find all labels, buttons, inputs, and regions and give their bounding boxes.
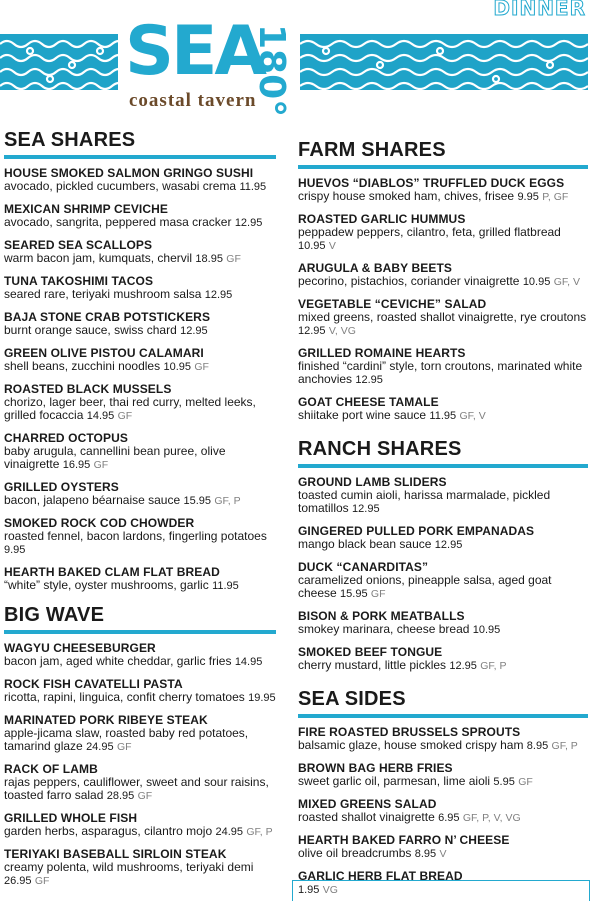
menu-item (4, 383, 276, 423)
section-title: RANCH SHARES (298, 437, 588, 468)
menu-item-price: 19.95 (248, 692, 276, 704)
menu-item-description: balsamic glaze, house smoked crispy ham (298, 738, 524, 752)
menu-item-name: BROWN BAG HERB FRIES (298, 761, 453, 775)
menu-item-description: peppadew peppers, cilantro, feta, grilled flatbread (298, 225, 561, 239)
menu-item (298, 177, 588, 204)
menu-item-diet-tags: GF, P (214, 495, 241, 507)
menu-item-diet-tags: GF, P, V, VG (462, 812, 521, 824)
menu-item-description-line (298, 739, 588, 753)
menu-item-price: 14.95 (86, 410, 115, 422)
menu-item (298, 525, 588, 552)
menu-item-diet-tags: GF, P (480, 660, 507, 672)
menu-item-description-line (4, 530, 276, 557)
menu-item (4, 517, 276, 557)
menu-item-description-line (4, 727, 276, 754)
menu-item-description: avocado, sangrita, peppered masa cracker (4, 215, 232, 229)
menu-item-description: burnt orange sauce, swiss chard (4, 323, 181, 337)
menu-item-price: 9.95 (4, 544, 26, 556)
menu-item (298, 476, 588, 516)
menu-item-description: mango black bean sauce (298, 537, 432, 551)
menu-item-price: 15.95 (340, 588, 368, 600)
menu-item-name: MIXED GREENS SALAD (298, 797, 437, 811)
menu-item (298, 396, 588, 423)
menu-item-diet-tags: GF, P (551, 740, 578, 752)
menu-item (298, 561, 588, 601)
menu-item (298, 726, 588, 753)
menu-item (4, 239, 276, 266)
menu-item-price: 12.95 (449, 660, 477, 672)
menu-item-diet-tags: GF (370, 588, 386, 600)
menu-item-price: 10.95 (522, 276, 551, 288)
menu-item (298, 610, 588, 637)
menu-item-description-line (298, 659, 588, 673)
menu-item-diet-tags: GF (194, 361, 209, 373)
menu-item-description-line (298, 226, 588, 253)
menu-item-diet-tags: GF (93, 459, 109, 471)
menu-item-description-line (4, 288, 276, 302)
menu-item-description: roasted shallot vinaigrette (298, 810, 435, 824)
menu-item-description-line (4, 691, 276, 705)
menu-item-price: 8.95 (526, 740, 549, 752)
section-big-wave (4, 603, 276, 888)
section-title: BIG WAVE (4, 603, 276, 634)
menu-item-description: baby arugula, cannellini bean puree, olive vinaigrette (4, 444, 226, 471)
menu-item-name: GINGERED PULLED PORK EMPANADAS (298, 524, 535, 538)
menu-item-name: SMOKED BEEF TONGUE (298, 645, 443, 659)
menu-item-description-line (4, 579, 276, 593)
menu-item-diet-tags: V (328, 240, 336, 252)
menu-item-diet-tags: GF (116, 741, 132, 753)
menu-item-description-line (4, 494, 276, 508)
menu-item-price: 12.95 (204, 289, 233, 301)
menu-item-name: HEARTH BAKED FARRO N’ CHEESE (298, 833, 510, 847)
menu-item-name: ROASTED BLACK MUSSELS (4, 382, 172, 396)
menu-item-name: GRILLED WHOLE FISH (4, 811, 138, 825)
menu-item-price: 10.95 (163, 361, 191, 373)
menu-item-description-line (4, 180, 276, 194)
menu-item-price: 5.95 (493, 776, 515, 788)
menu-item-description-line (4, 655, 276, 669)
section-title: SEA SIDES (298, 687, 588, 718)
menu-item-description: olive oil breadcrumbs (298, 846, 412, 860)
restaurant-logo (125, 12, 292, 118)
menu-item (298, 298, 588, 338)
menu-item-price: 24.95 (86, 741, 114, 753)
menu-item-price: 9.95 (517, 191, 539, 203)
menu-item (298, 347, 588, 387)
menu-item-description-line (298, 775, 588, 789)
menu-item-price: 6.95 (438, 812, 460, 824)
menu-item (298, 262, 588, 289)
menu-item-price: 8.95 (414, 848, 437, 860)
logo-number: 180° (251, 24, 292, 118)
menu-item (4, 167, 276, 194)
menu-item-description-line (298, 311, 588, 338)
menu-item (298, 646, 588, 673)
menu-item-description: smokey marinara, cheese bread (298, 622, 470, 636)
menu-item-price: 12.95 (180, 325, 208, 337)
menu-item-name: VEGETABLE “CEVICHE” SALAD (298, 297, 487, 311)
menu-item-price: 10.95 (298, 240, 326, 252)
menu-item (4, 432, 276, 472)
menu-item (4, 812, 276, 839)
menu-item-description: rajas peppers, cauliflower, sweet and sour raisins, toasted farro salad (4, 775, 269, 802)
menu-item (4, 311, 276, 338)
section-sea-shares (4, 128, 276, 593)
menu-item-price: 12.95 (234, 217, 263, 229)
menu-item (4, 714, 276, 754)
menu-header (0, 0, 592, 118)
menu-item-description-line (298, 847, 588, 861)
menu-item-diet-tags: VG (322, 884, 338, 896)
menu-item-description: avocado, pickled cucumbers, wasabi crema (4, 179, 237, 193)
menu-item-name: DUCK “CANARDITAS” (298, 560, 429, 574)
menu-item-description: caramelized onions, pineapple salsa, aged goat cheese (298, 573, 552, 600)
menu-item (4, 481, 276, 508)
menu-item-price: 26.95 (4, 875, 32, 887)
menu-item-name: HOUSE SMOKED SALMON GRINGO SUSHI (4, 166, 254, 180)
menu-item-description-line (298, 623, 588, 637)
menu-item-description: crispy house smoked ham, chives, frisee (298, 189, 515, 203)
section-sea-sides (298, 687, 588, 897)
menu-item-price: 11.95 (212, 580, 239, 592)
menu-item-description-line (298, 489, 588, 516)
menu-item-name: ROASTED GARLIC HUMMUS (298, 212, 466, 226)
menu-item-description: “white” style, oyster mushrooms, garlic (4, 578, 209, 592)
menu-item-diet-tags: V, VG (328, 325, 356, 337)
menu-item-description-line (4, 324, 276, 338)
meal-tag: DINNER (493, 0, 586, 20)
menu-item-price: 10.95 (472, 624, 501, 636)
menu-item-price: 14.95 (234, 656, 263, 668)
menu-item-description-line (298, 409, 588, 423)
menu-item-price: 1.95 (298, 884, 320, 896)
menu-item-diet-tags: GF, P (246, 826, 273, 838)
section-ranch-shares (298, 437, 588, 673)
menu-item (4, 763, 276, 803)
menu-item-description: warm bacon jam, kumquats, chervil (4, 251, 193, 265)
menu-item-name: RACK OF LAMB (4, 762, 98, 776)
menu-item-price: 12.95 (352, 503, 380, 515)
menu-item-name: MARINATED PORK RIBEYE STEAK (4, 713, 208, 727)
menu-item-diet-tags: GF (137, 790, 153, 802)
menu-item-diet-tags: GF (518, 776, 533, 788)
menu-item-description-line (298, 190, 588, 204)
menu-item-description: sweet garlic oil, parmesan, lime aioli (298, 774, 491, 788)
menu-item-name: HUEVOS “DIABLOS” TRUFFLED DUCK EGGS (298, 176, 565, 190)
menu-item-price: 16.95 (62, 459, 91, 471)
menu-item-description-line (4, 825, 276, 839)
menu-item-price: 11.95 (239, 181, 267, 193)
menu-item (298, 762, 588, 789)
menu-item-price: 12.95 (298, 325, 326, 337)
menu-item-name: GARLIC HERB FLAT BREAD (298, 869, 463, 883)
menu-item-price: 18.95 (195, 253, 223, 265)
menu-item-price: 12.95 (355, 374, 383, 386)
menu-item-name: GRILLED ROMAINE HEARTS (298, 346, 466, 360)
wave-pattern-right (300, 34, 588, 90)
menu-item-diet-tags: GF (117, 410, 133, 422)
right-column (298, 128, 588, 906)
menu-item-diet-tags: V (439, 848, 447, 860)
menu-item-description: seared rare, teriyaki mushroom salsa (4, 287, 202, 301)
menu-item (4, 566, 276, 593)
menu-item-description: apple-jicama slaw, roasted baby red potatoes, tamarind glaze (4, 726, 249, 753)
section-title: FARM SHARES (298, 138, 588, 169)
menu-item-description-line (4, 252, 276, 266)
menu-item-description-line (298, 275, 588, 289)
menu-item-description: chorizo, lager beer, thai red curry, melted leeks, grilled focaccia (4, 395, 256, 422)
menu-item (298, 213, 588, 253)
menu-item-name: MEXICAN SHRIMP CEVICHE (4, 202, 169, 216)
menu-item-name: HEARTH BAKED CLAM FLAT BREAD (4, 565, 220, 579)
menu-item-name: BAJA STONE CRAB POTSTICKERS (4, 310, 211, 324)
menu-item-name: WAGYU CHEESEBURGER (4, 641, 156, 655)
menu-item-name: GRILLED OYSTERS (4, 480, 119, 494)
left-column (4, 128, 276, 897)
menu-item-diet-tags: GF (34, 875, 50, 887)
menu-item (4, 642, 276, 669)
menu-item-name: GROUND LAMB SLIDERS (298, 475, 447, 489)
menu-item-description: garden herbs, asparagus, cilantro mojo (4, 824, 213, 838)
menu-item (4, 347, 276, 374)
section-farm-shares (298, 138, 588, 423)
menu-item-description: roasted fennel, bacon lardons, fingerling potatoes (4, 529, 267, 543)
menu-item-name: GOAT CHEESE TAMALE (298, 395, 439, 409)
menu-item-description-line (4, 776, 276, 803)
logo-wordmark: SEA (125, 12, 265, 91)
menu-item (4, 848, 276, 888)
menu-item-description: pecorino, pistachios, coriander vinaigrette (298, 274, 520, 288)
menu-item-description-line (4, 861, 276, 888)
menu-item (298, 798, 588, 825)
menu-item-price: 24.95 (215, 826, 243, 838)
menu-item-name: SMOKED ROCK COD CHOWDER (4, 516, 195, 530)
menu-item-price: 15.95 (183, 495, 212, 507)
menu-item-description: creamy polenta, wild mushrooms, teriyaki demi (4, 860, 254, 874)
menu-item-description-line (298, 360, 588, 387)
menu-item-name: ROCK FISH CAVATELLI PASTA (4, 677, 183, 691)
menu-item-description-line (298, 574, 588, 601)
menu-item-name: SEARED SEA SCALLOPS (4, 238, 153, 252)
menu-item-description: bacon, jalapeno béarnaise sauce (4, 493, 181, 507)
menu-item-price: 12.95 (434, 539, 463, 551)
menu-item-name: ARUGULA & BABY BEETS (298, 261, 453, 275)
menu-item-description: bacon jam, aged white cheddar, garlic fries (4, 654, 232, 668)
menu-item-name: GREEN OLIVE PISTOU CALAMARI (4, 346, 204, 360)
menu-item-description-line (4, 216, 276, 230)
menu-item-price: 28.95 (106, 790, 135, 802)
menu-item-description: mixed greens, roasted shallot vinaigrette, rye croutons (298, 310, 587, 324)
menu-item-description: ricotta, rapini, linguica, confit cherry tomatoes (4, 690, 245, 704)
section-title: SEA SHARES (4, 128, 276, 159)
footer-note-box (292, 880, 590, 901)
menu-item (298, 834, 588, 861)
menu-item-description: shiitake port wine sauce (298, 408, 427, 422)
menu-item-name: BISON & PORK MEATBALLS (298, 609, 465, 623)
menu-item-description-line (298, 811, 588, 825)
menu-item-diet-tags: P, GF (542, 191, 569, 203)
menu-item-name: TERIYAKI BASEBALL SIRLOIN STEAK (4, 847, 227, 861)
menu-item-description-line (4, 445, 276, 472)
menu-item-description-line (298, 538, 588, 552)
menu-item-price: 11.95 (429, 410, 457, 422)
wave-pattern-left (0, 34, 118, 90)
menu-item-diet-tags: GF, V (459, 410, 486, 422)
menu-item-description-line (4, 360, 276, 374)
menu-item (4, 275, 276, 302)
menu-item-description: cherry mustard, little pickles (298, 658, 447, 672)
menu-item-description: finished “cardini” style, torn croutons, marinated white anchovies (298, 359, 583, 386)
menu-item (4, 203, 276, 230)
menu-item-description: toasted cumin aioli, harissa marmalade, pickled tomatillos (298, 488, 551, 515)
menu-item-name: FIRE ROASTED BRUSSELS SPROUTS (298, 725, 521, 739)
menu-item-description-line (4, 396, 276, 423)
menu-item-description: shell beans, zucchini noodles (4, 359, 161, 373)
menu-item-diet-tags: GF (226, 253, 241, 265)
logo-tagline: coastal tavern (129, 90, 257, 111)
menu-item-diet-tags: GF, V (553, 276, 580, 288)
menu-item-name: TUNA TAKOSHIMI TACOS (4, 274, 154, 288)
menu-item-name: CHARRED OCTOPUS (4, 431, 128, 445)
menu-item (4, 678, 276, 705)
